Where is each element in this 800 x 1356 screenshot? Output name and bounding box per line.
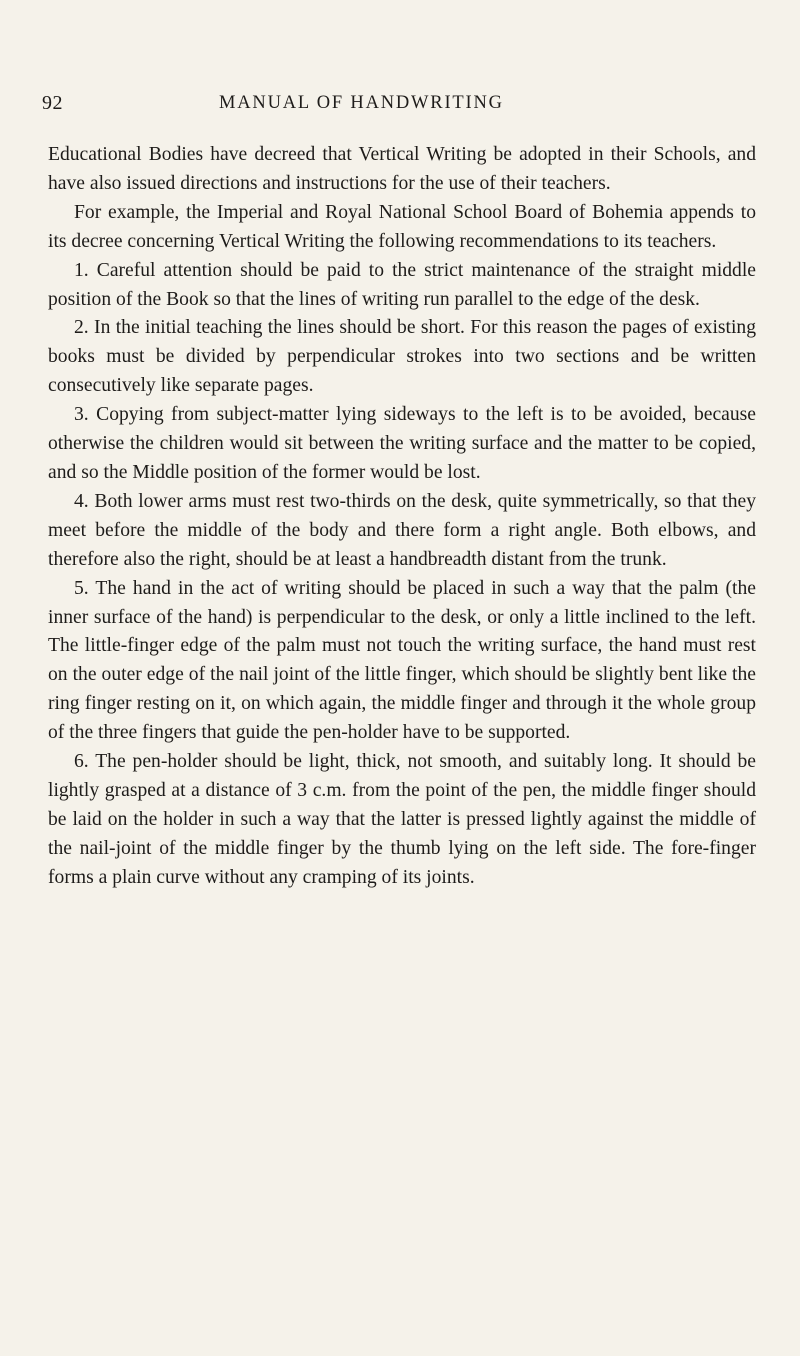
body-text [48,141,756,893]
running-title: MANUAL OF HANDWRITING [219,93,504,113]
recommendation-1: 1. Careful attention should be paid to the strict maintenance of the straight middle position of the Book so that the lines of writing run parallel to the edge of the desk. [48,259,756,310]
recommendation-3: 3. Copying from subject-matter lying sideways to the left is to be avoided, because otherwise the children would sit between the writing surface and the matter to be copied, and so the Middle position of the former would be lost. [48,404,756,483]
recommendation-6: 6. The pen-holder should be light, thick, not smooth, and suitably long. It should be lightly grasped at a distance of 3 c.m. from the point of the pen, the middle finger should be laid on the holder in such a way that the latter is pressed lightly against the middle of the nail-joint of the middle finger by the thumb lying on the left side. The fore-finger forms a plain curve without any cramping of its joints. [48,751,756,888]
page-number: 92 [42,92,63,114]
page-header [0,92,800,122]
paragraph-example: For example, the Imperial and Royal National School Board of Bohemia appends to its decree concerning Vertical Writing the following recommendations to its teachers. [48,201,756,252]
paragraph-intro: Educational Bodies have decreed that Vertical Writing be adopted in their Schools, and have also issued directions and instructions for the use of their teachers. [48,144,756,194]
recommendation-2: 2. In the initial teaching the lines should be short. For this reason the pages of existing books must be divided by perpendicular strokes into two sections and be written consecutively like separate pages. [48,317,756,397]
recommendation-5: 5. The hand in the act of writing should be placed in such a way that the palm (the inner surface of the hand) is perpendicular to the desk, or only a little inclined to the left. The little-finger edge of the palm must not touch the writing surface, the hand must rest on the outer edge of the nail joint of the little finger, which should be slightly bent like the ring finger resting on it, on which again, the middle finger and through it the whole group of the three fingers that guide the pen-holder have to be supported. [48,577,756,744]
recommendation-4: 4. Both lower arms must rest two-thirds on the desk, quite symmetrically, so that they meet before the middle of the body and there form a right angle. Both elbows, and therefore also the right, should be at least a handbreadth distant from the trunk. [48,490,756,570]
